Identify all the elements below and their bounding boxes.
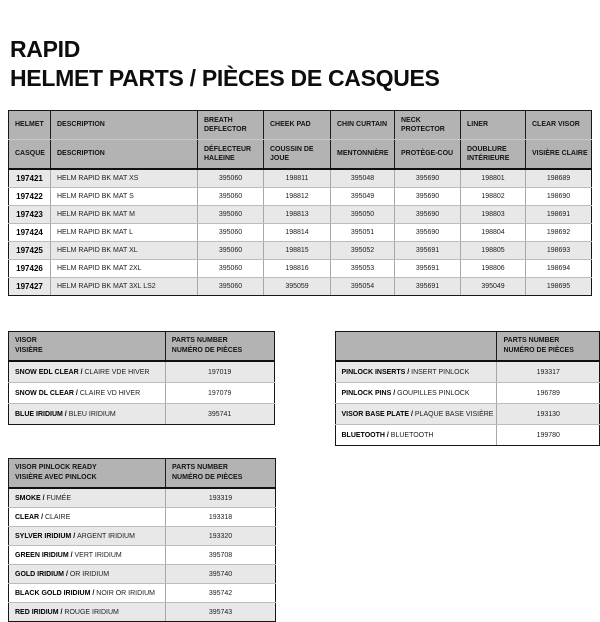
part-number-cell: 395741 (165, 404, 274, 425)
label-cell: BLUETOOTH / BLUETOOTH (335, 425, 497, 446)
helmet-number-cell: 197426 (9, 260, 51, 278)
parts-number-header: PARTS NUMBER NUMÉRO DE PIÈCES (165, 332, 274, 362)
header-row (335, 332, 600, 362)
column-header: CHIN CURTAIN (331, 111, 395, 140)
column-header: BREATH DEFLECTOR (198, 111, 264, 140)
pinlock-ready-visor-table (8, 458, 276, 622)
description-cell: HELM RAPID BK MAT 3XL LS2 (51, 278, 198, 296)
label-cell: CLEAR / CLAIRE (9, 508, 166, 527)
part-number-cell: 395690 (395, 206, 461, 224)
page-header (0, 0, 600, 93)
part-number-cell: 395048 (331, 169, 395, 188)
visor-table (8, 331, 275, 425)
part-number-cell: 198805 (461, 242, 526, 260)
table-row (9, 565, 276, 584)
part-number-cell: 395053 (331, 260, 395, 278)
part-number-cell: 198801 (461, 169, 526, 188)
label-cell: SMOKE / FUMÉE (9, 488, 166, 508)
pinlock-ready-table-title: VISOR PINLOCK READY VISIÈRE AVEC PINLOCK (9, 459, 166, 489)
header-row (9, 459, 276, 489)
table-row (335, 404, 600, 425)
table-row (335, 425, 600, 446)
page-title-model: RAPID (10, 35, 600, 64)
column-header: HELMET (9, 111, 51, 140)
part-number-cell: 395690 (395, 169, 461, 188)
part-number-cell: 395060 (198, 260, 264, 278)
part-number-cell: 198806 (461, 260, 526, 278)
table-row (9, 527, 276, 546)
part-number-cell: 198693 (526, 242, 592, 260)
column-header-fr: COUSSIN DE JOUE (264, 140, 331, 170)
description-cell: HELM RAPID BK MAT XL (51, 242, 198, 260)
column-header: NECK PROTECTOR (395, 111, 461, 140)
page-title: HELMET PARTS / PIÈCES DE CASQUES (10, 64, 600, 93)
table-row (9, 488, 276, 508)
description-cell: HELM RAPID BK MAT 2XL (51, 260, 198, 278)
part-number-cell: 199780 (497, 425, 600, 446)
header-row-fr (9, 140, 592, 170)
part-number-cell: 198691 (526, 206, 592, 224)
part-number-cell: 395742 (166, 584, 276, 603)
part-number-cell: 395060 (198, 224, 264, 242)
part-number-cell: 193317 (497, 361, 600, 383)
part-number-cell: 198689 (526, 169, 592, 188)
part-number-cell: 198812 (264, 188, 331, 206)
header-row (9, 332, 275, 362)
label-cell: SNOW DL CLEAR / CLAIRE VD HIVER (9, 383, 166, 404)
column-header: CLEAR VISOR (526, 111, 592, 140)
helmet-number-cell: 197421 (9, 169, 51, 188)
parts-number-header: PARTS NUMBER NUMÉRO DE PIÈCES (166, 459, 276, 489)
accessories-table (335, 331, 600, 446)
part-number-cell: 395051 (331, 224, 395, 242)
description-cell: HELM RAPID BK MAT S (51, 188, 198, 206)
column-header-fr: VISIÈRE CLAIRE (526, 140, 592, 170)
table-row (9, 206, 592, 224)
table-row (9, 546, 276, 565)
helmet-number-cell: 197424 (9, 224, 51, 242)
label-cell: SYLVER IRIDIUM / ARGENT IRIDIUM (9, 527, 166, 546)
part-number-cell: 198814 (264, 224, 331, 242)
part-number-cell: 193130 (497, 404, 600, 425)
label-cell: RED IRIDIUM / ROUGE IRIDIUM (9, 603, 166, 622)
header-row-en (9, 111, 592, 140)
part-number-cell: 198804 (461, 224, 526, 242)
table-row (335, 361, 600, 383)
label-cell: VISOR BASE PLATE / PLAQUE BASE VISIÈRE (335, 404, 497, 425)
table-row (9, 404, 275, 425)
part-number-cell: 395049 (331, 188, 395, 206)
part-number-cell: 196789 (497, 383, 600, 404)
part-number-cell: 198815 (264, 242, 331, 260)
table-row (9, 361, 275, 383)
part-number-cell: 395054 (331, 278, 395, 296)
helmet-parts-table (8, 110, 592, 296)
table-row (335, 383, 600, 404)
label-cell: BLUE IRIDIUM / BLEU IRIDIUM (9, 404, 166, 425)
part-number-cell: 395740 (166, 565, 276, 584)
column-header-fr: MENTONNIÈRE (331, 140, 395, 170)
helmet-number-cell: 197427 (9, 278, 51, 296)
part-number-cell: 198811 (264, 169, 331, 188)
part-number-cell: 193319 (166, 488, 276, 508)
label-cell: SNOW EDL CLEAR / CLAIRE VDE HIVER (9, 361, 166, 383)
column-header-fr: PROTÈGE-COU (395, 140, 461, 170)
part-number-cell: 395743 (166, 603, 276, 622)
part-number-cell: 198695 (526, 278, 592, 296)
label-cell: GOLD IRIDIUM / OR IRIDIUM (9, 565, 166, 584)
label-cell: PINLOCK INSERTS / INSERT PINLOCK (335, 361, 497, 383)
part-number-cell: 198802 (461, 188, 526, 206)
part-number-cell: 193318 (166, 508, 276, 527)
part-number-cell: 395052 (331, 242, 395, 260)
column-header: DESCRIPTION (51, 111, 198, 140)
part-number-cell: 395060 (198, 169, 264, 188)
column-header: CHEEK PAD (264, 111, 331, 140)
part-number-cell: 395060 (198, 206, 264, 224)
part-number-cell: 395690 (395, 224, 461, 242)
empty-header-cell (335, 332, 497, 362)
lower-tables-row (8, 331, 600, 446)
part-number-cell: 198690 (526, 188, 592, 206)
table-row (9, 383, 275, 404)
column-header: LINER (461, 111, 526, 140)
part-number-cell: 395060 (198, 188, 264, 206)
part-number-cell: 197019 (165, 361, 274, 383)
part-number-cell: 395690 (395, 188, 461, 206)
table-row (9, 508, 276, 527)
table-row (9, 169, 592, 188)
helmet-number-cell: 197423 (9, 206, 51, 224)
part-number-cell: 198816 (264, 260, 331, 278)
part-number-cell: 198803 (461, 206, 526, 224)
visor-table-title: VISOR VISIÈRE (9, 332, 166, 362)
part-number-cell: 395691 (395, 242, 461, 260)
label-cell: PINLOCK PINS / GOUPILLES PINLOCK (335, 383, 497, 404)
part-number-cell: 395060 (198, 242, 264, 260)
part-number-cell: 197079 (165, 383, 274, 404)
part-number-cell: 198813 (264, 206, 331, 224)
part-number-cell: 193320 (166, 527, 276, 546)
table-row (9, 603, 276, 622)
description-cell: HELM RAPID BK MAT L (51, 224, 198, 242)
part-number-cell: 395059 (264, 278, 331, 296)
column-header-fr: CASQUE (9, 140, 51, 170)
column-header-fr: DÉFLECTEUR HALEINE (198, 140, 264, 170)
part-number-cell: 198694 (526, 260, 592, 278)
part-number-cell: 395050 (331, 206, 395, 224)
table-row (9, 188, 592, 206)
description-cell: HELM RAPID BK MAT XS (51, 169, 198, 188)
part-number-cell: 395708 (166, 546, 276, 565)
label-cell: BLACK GOLD IRIDIUM / NOIR OR IRIDIUM (9, 584, 166, 603)
description-cell: HELM RAPID BK MAT M (51, 206, 198, 224)
helmet-number-cell: 197422 (9, 188, 51, 206)
parts-number-header: PARTS NUMBER NUMÉRO DE PIÈCES (497, 332, 600, 362)
column-header-fr: DESCRIPTION (51, 140, 198, 170)
part-number-cell: 395691 (395, 278, 461, 296)
label-cell: GREEN IRIDIUM / VERT IRIDIUM (9, 546, 166, 565)
table-row (9, 278, 592, 296)
part-number-cell: 395691 (395, 260, 461, 278)
helmet-number-cell: 197425 (9, 242, 51, 260)
part-number-cell: 395060 (198, 278, 264, 296)
column-header-fr: DOUBLURE INTÉRIEURE (461, 140, 526, 170)
part-number-cell: 395049 (461, 278, 526, 296)
part-number-cell: 198692 (526, 224, 592, 242)
table-row (9, 224, 592, 242)
table-row (9, 260, 592, 278)
table-row (9, 242, 592, 260)
